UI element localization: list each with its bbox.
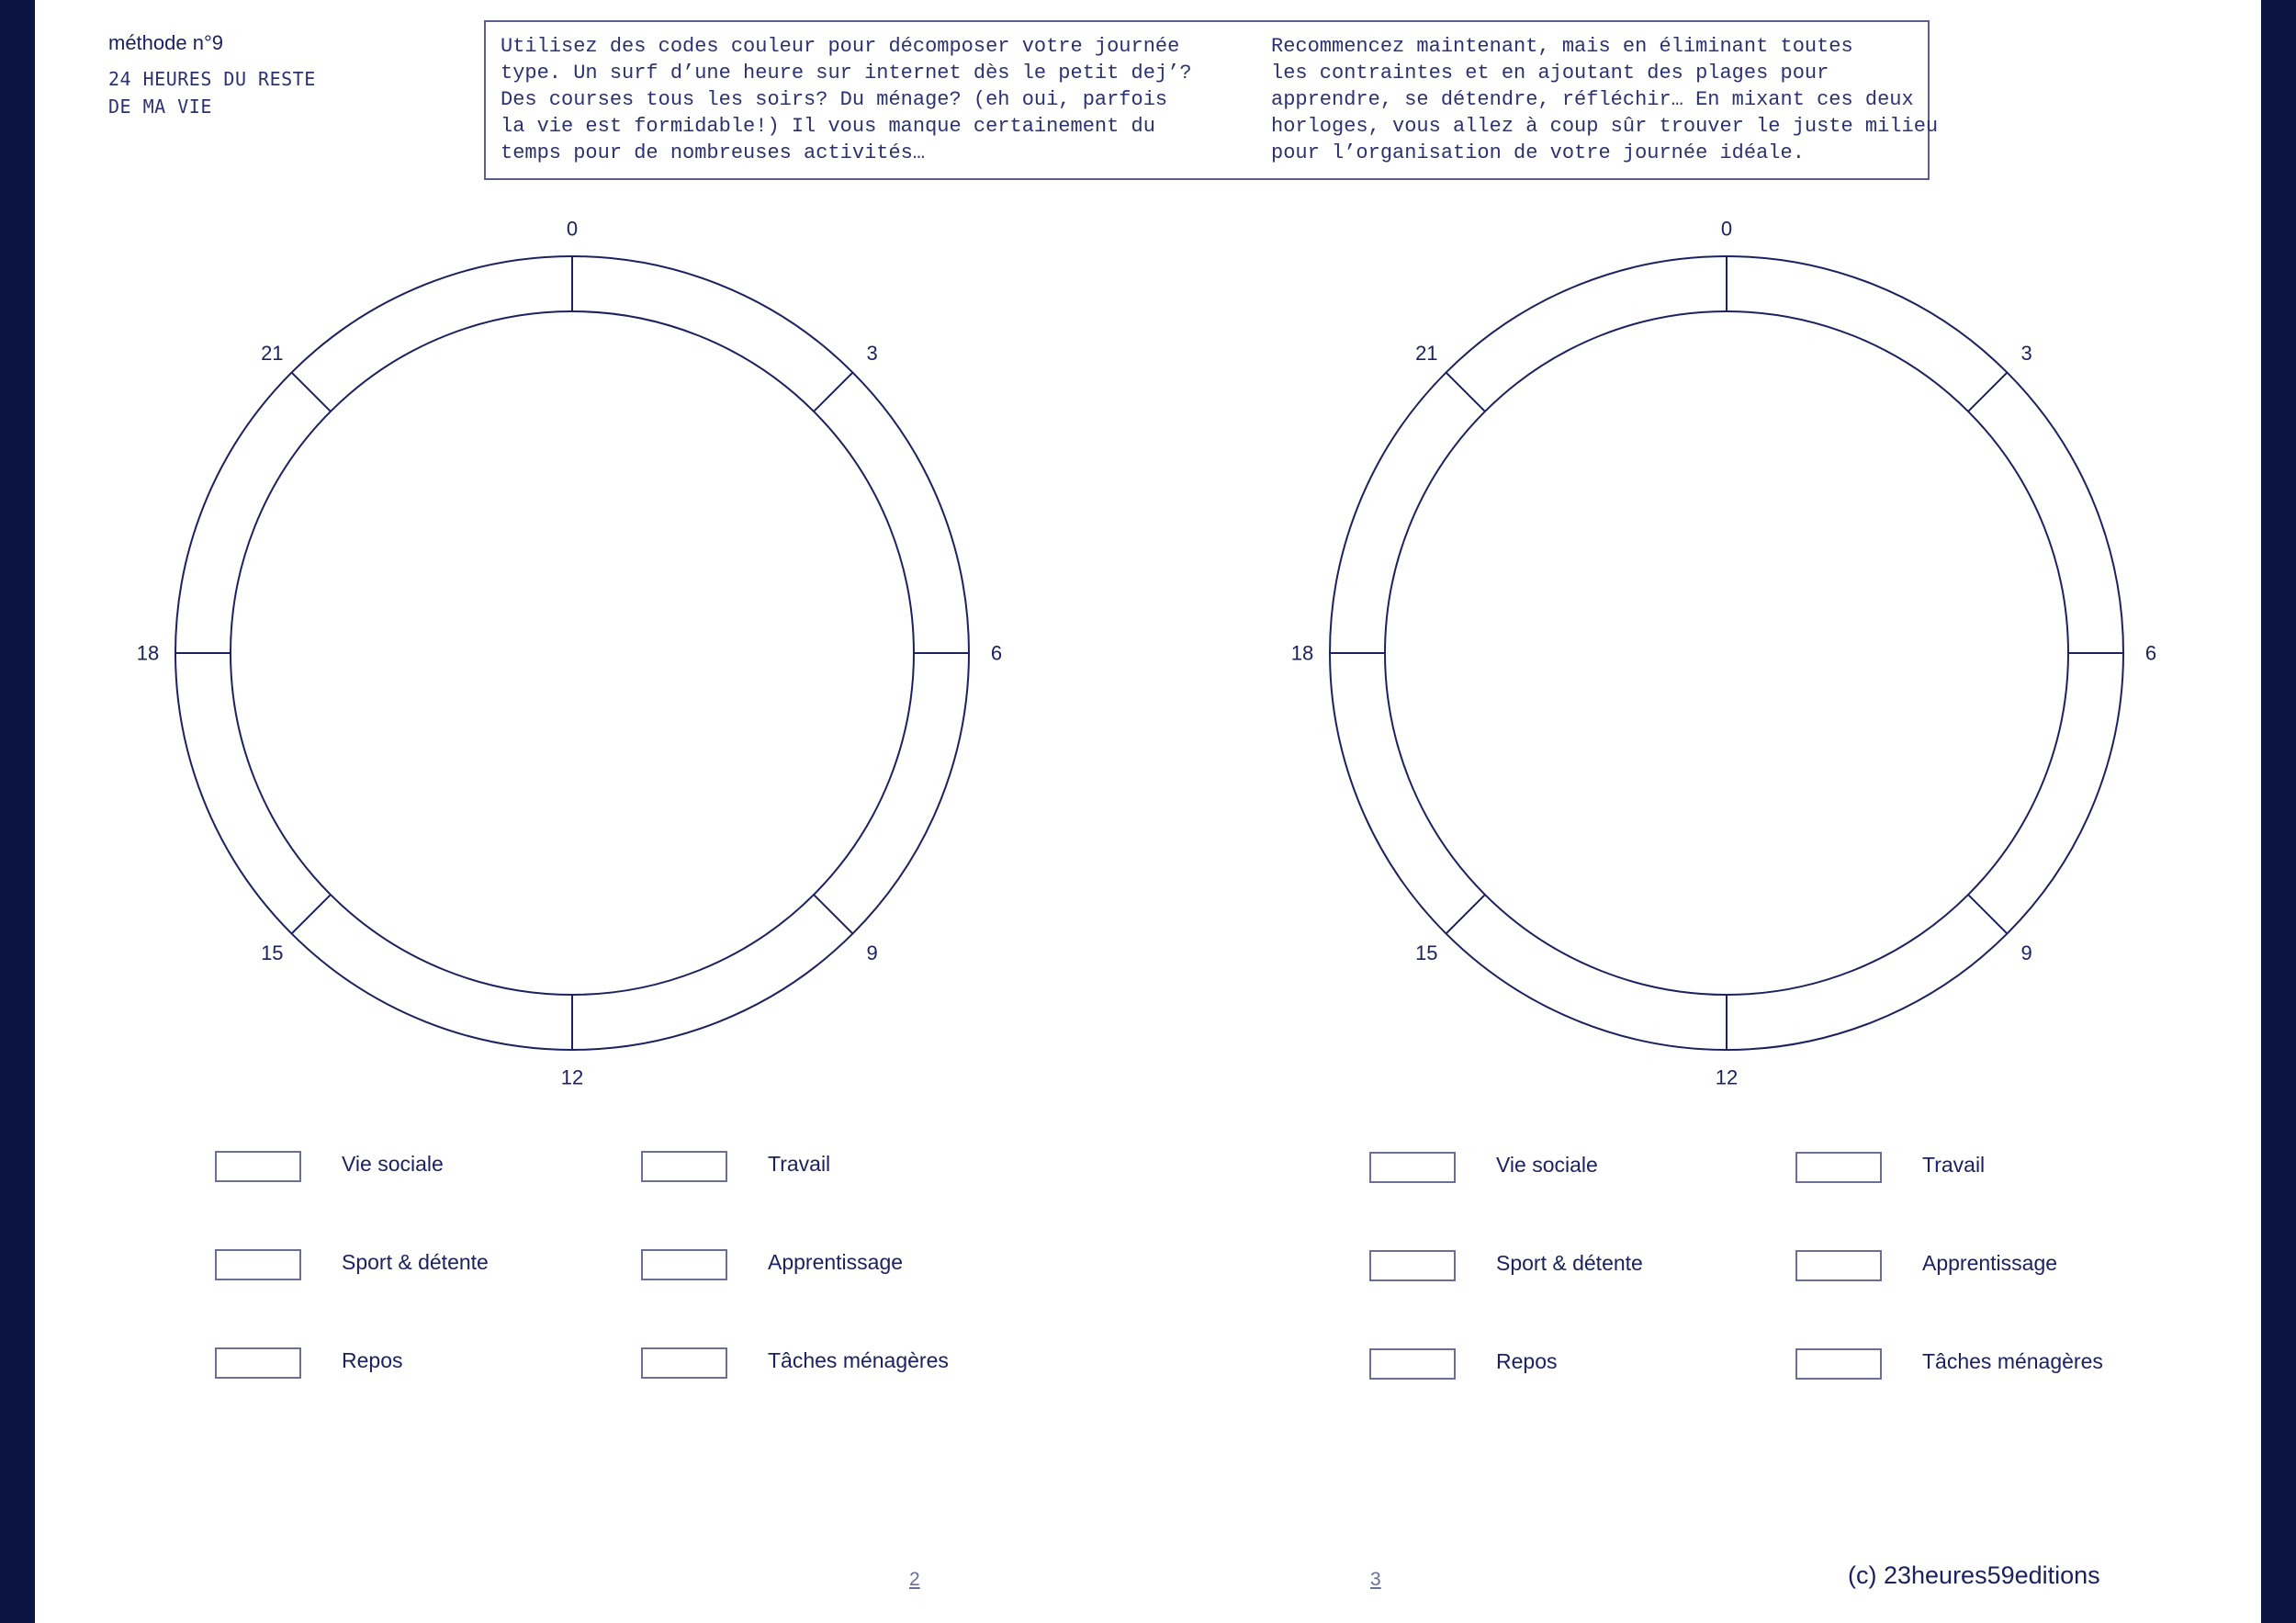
instructions-right-text: Recommencez maintenant, mais en éliminant toutes les contraintes et en ajoutant des plages pour apprendre, se détendre, réfléchir… En mixant ces deux horloges, vous allez à coup sûr trouver le juste milieu pour l’organisation de votre journée idéale. xyxy=(1271,35,1939,164)
legend-label: Tâches ménagères xyxy=(1922,1349,2103,1373)
legend-label: Travail xyxy=(1922,1153,1986,1177)
clock-inner-ring xyxy=(231,311,914,995)
clock-hour-label-9: 9 xyxy=(866,941,878,965)
clock-tick-9 xyxy=(814,895,852,933)
instructions-left-text: Utilisez des codes couleur pour décomposer votre journée type. Un surf d’une heure sur internet dès le petit dej’? Des courses tous les soirs? Du ménage? (eh oui, parfois la vie est formidable!) Il vous manque certainement du temps pour de nombreuses activités… xyxy=(501,35,1192,164)
method-subtitle: 24 HEURES DU RESTE DE MA VIE xyxy=(108,68,316,118)
clock-inner-ring xyxy=(1385,311,2068,995)
legend-label: Repos xyxy=(342,1348,403,1372)
clock-hour-label-15: 15 xyxy=(1415,941,1438,965)
clock-hour-label-12: 12 xyxy=(1715,1065,1739,1089)
clock-hour-label-9: 9 xyxy=(2020,941,2032,965)
clock-hour-label-0: 0 xyxy=(566,217,579,241)
clock-hour-label-18: 18 xyxy=(136,641,160,665)
clock-hour-label-21: 21 xyxy=(1415,341,1438,365)
clock-tick-3 xyxy=(814,373,852,411)
legend-label: Vie sociale xyxy=(342,1152,444,1176)
legend-label: Apprentissage xyxy=(1922,1251,2058,1275)
clock-hour-label-12: 12 xyxy=(560,1065,584,1089)
page-number-left[interactable]: 2 xyxy=(909,1569,920,1590)
legend-label: Travail xyxy=(768,1152,831,1176)
legend-label: Apprentissage xyxy=(768,1250,904,1274)
clock-left[interactable] xyxy=(137,218,1002,1089)
copyright: (c) 23heures59editions xyxy=(1848,1561,2100,1589)
clock-hour-label-3: 3 xyxy=(2020,341,2032,365)
method-title: méthode n°9 xyxy=(108,31,223,54)
clock-hour-label-3: 3 xyxy=(866,341,878,365)
clock-hour-label-0: 0 xyxy=(1720,217,1733,241)
clock-tick-15 xyxy=(292,895,331,933)
page-number-right[interactable]: 3 xyxy=(1370,1569,1381,1590)
legend-label: Sport & détente xyxy=(342,1250,489,1274)
clock-hour-label-21: 21 xyxy=(261,341,284,365)
clock-tick-15 xyxy=(1446,895,1485,933)
clock-hour-label-15: 15 xyxy=(261,941,284,965)
clock-hour-label-6: 6 xyxy=(2144,641,2157,665)
legend-label: Tâches ménagères xyxy=(768,1348,949,1372)
clock-hour-label-18: 18 xyxy=(1290,641,1314,665)
clock-tick-3 xyxy=(1968,373,2007,411)
legend-label: Vie sociale xyxy=(1496,1153,1598,1177)
clock-tick-9 xyxy=(1968,895,2007,933)
clock-hour-label-6: 6 xyxy=(990,641,1003,665)
clock-right[interactable] xyxy=(1291,218,2156,1089)
clock-tick-21 xyxy=(292,373,331,411)
legend-label: Repos xyxy=(1496,1349,1558,1373)
legend-label: Sport & détente xyxy=(1496,1251,1643,1275)
clock-tick-21 xyxy=(1446,373,1485,411)
